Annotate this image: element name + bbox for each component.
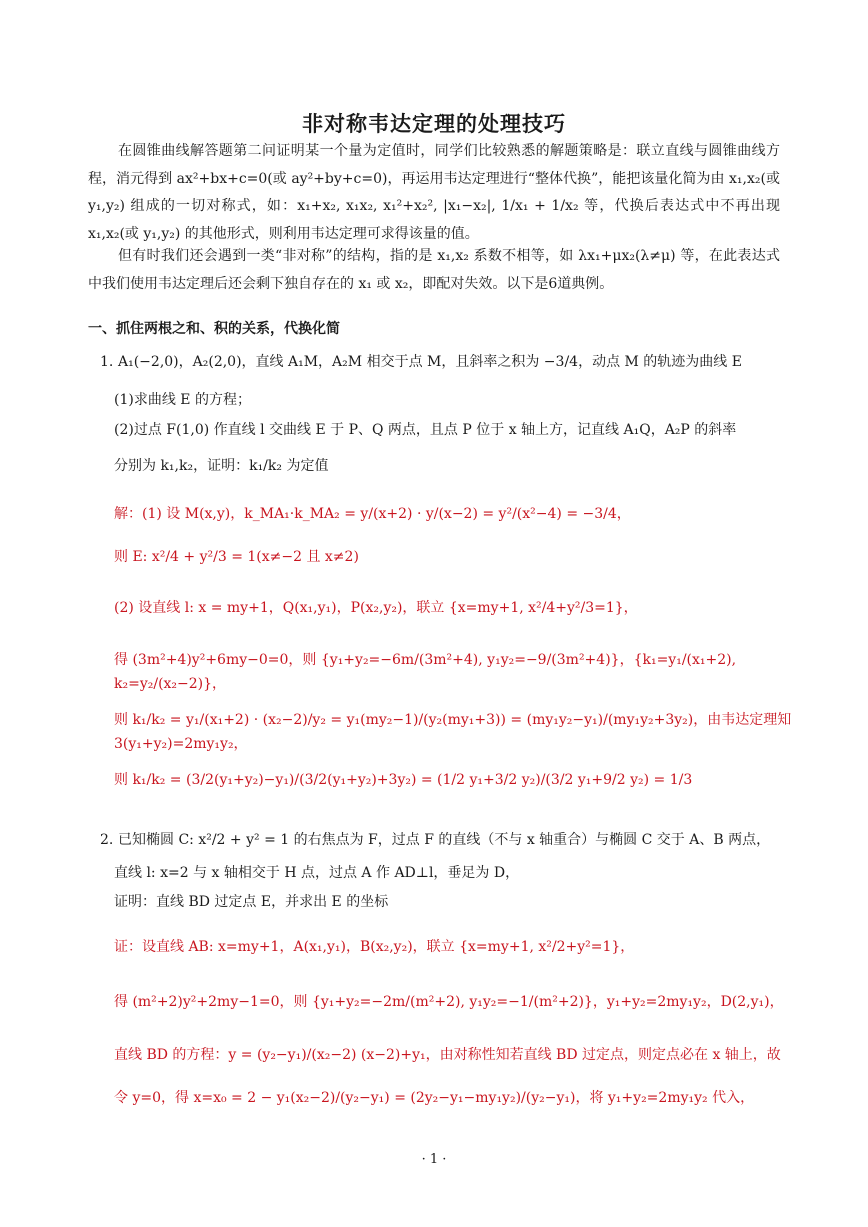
question-2-line-2: 直线 l: x=2 与 x 轴相交于 H 点，过点 A 作 AD⊥l，垂足为 D， xyxy=(114,865,520,881)
question-1-stem xyxy=(100,350,788,374)
solution-2-line-2: 得 (m²+2)y²+2my−1=0，则 {y₁+y₂=−2m/(m²+2), y₁y₂=−1/(m²+2)}，y₁+y₂=2my₁y₂，D(2,y₁)， xyxy=(114,994,784,1010)
solution-1-line-3: (2) 设直线 l: x = my+1，Q(x₁,y₁)，P(x₂,y₂)，联立 {x=my+1, x²/4+y²/3=1}， xyxy=(114,600,638,616)
intro-text-1: 在圆锥曲线解答题第二问证明某一个量为定值时，同学们比较熟悉的解题策略是：联立直线与圆锥曲线方程，消元得到 ax²+bx+c=0(或 ay²+by+c=0)，再运用韦达定理进行“整体代换”，能把该量化简为由 x₁,x₂(或 y₁,y₂) 组成的一切对称式，如：x₁+x₂, x₁x₂, x₁²+x₂², |x₁−x₂|, 1/x₁ + 1/x₂ 等，代换后表达式中不再出现 x₁,x₂(或 y₁,y₂) 的其他形式，则利用韦达定理可求得该量的值。 xyxy=(88,143,780,242)
question-1-part-1: (1)求曲线 E 的方程； xyxy=(114,392,251,408)
solution-1-line-1: 解：(1) 设 M(x,y)，k_MA₁·k_MA₂ = y/(x+2) · y/(x−2) = y²/(x²−4) = −3/4， xyxy=(114,506,631,522)
solution-2-line-1: 证：设直线 AB: x=my+1，A(x₁,y₁)，B(x₂,y₂)，联立 {x=my+1, x²/2+y²=1}， xyxy=(114,939,635,955)
question-2-line-3: 证明：直线 BD 过定点 E，并求出 E 的坐标 xyxy=(114,894,389,910)
section-heading: 一、抓住两根之和、积的关系，代换化简 xyxy=(88,321,340,337)
question-2-stem xyxy=(100,828,788,852)
page-number: · 1 · xyxy=(421,1152,447,1167)
question-2-text: 已知椭圆 C: x²/2 + y² = 1 的右焦点为 F，过点 F 的直线（不与 x 轴重合）与椭圆 C 交于 A、B 两点， xyxy=(118,832,771,848)
question-1-part-2a: (2)过点 F(1,0) 作直线 l 交曲线 E 于 P、Q 两点，且点 P 位于 x 轴上方，记直线 A₁Q，A₂P 的斜率 xyxy=(114,422,737,438)
solution-2-line-3: 直线 BD 的方程：y = (y₂−y₁)/(x₂−2) (x−2)+y₁，由对称性知若直线 BD 过定点，则定点必在 x 轴上，故 xyxy=(114,1047,781,1063)
solution-1-line-4: 得 (3m²+4)y²+6my−0=0，则 {y₁+y₂=−6m/(3m²+4), y₁y₂=−9/(3m²+4)}，{k₁=y₁/(x₁+2), k₂=y₂/(x₂−2)}， xyxy=(114,652,737,692)
intro-text-2: 但有时我们还会遇到一类“非对称”的结构，指的是 x₁,x₂ 系数不相等，如 λx₁+μx₂(λ≠μ) 等，在此表达式中我们使用韦达定理后还会剩下独自存在的 x₁ 或 x₂，即配对失效。以下是6道典例。 xyxy=(88,248,780,292)
intro-paragraph-2 xyxy=(88,243,780,298)
solution-1-line-6: 则 k₁/k₂ = (3/2(y₁+y₂)−y₁)/(3/2(y₁+y₂)+3y₂) = (1/2 y₁+3/2 y₂)/(3/2 y₁+9/2 y₂) = 1/3 xyxy=(114,772,693,788)
page-title: 非对称韦达定理的处理技巧 xyxy=(302,111,566,136)
solution-2-line-4: 令 y=0，得 x=x₀ = 2 − y₁(x₂−2)/(y₂−y₁) = (2y₂−y₁−my₁y₂)/(y₂−y₁)，将 y₁+y₂=2my₁y₂ 代入， xyxy=(114,1090,755,1106)
intro-paragraph-1 xyxy=(88,138,780,248)
solution-1-line-5: 则 k₁/k₂ = y₁/(x₁+2) · (x₂−2)/y₂ = y₁(my₂−1)/(y₂(my₁+3)) = (my₁y₂−y₁)/(my₁y₂+3y₂)，由韦达定理知 3(y₁+y₂)=2my₁y₂， xyxy=(114,712,792,752)
question-2-number: 2. xyxy=(100,832,114,848)
question-1-text: A₁(−2,0)，A₂(2,0)，直线 A₁M，A₂M 相交于点 M，且斜率之积为 −3/4，动点 M 的轨迹为曲线 E xyxy=(118,354,742,370)
question-1-number: 1. xyxy=(100,354,114,370)
solution-1-line-2: 则 E: x²/4 + y²/3 = 1(x≠−2 且 x≠2) xyxy=(114,549,359,565)
question-1-part-2b: 分别为 k₁,k₂，证明：k₁/k₂ 为定值 xyxy=(114,458,329,474)
